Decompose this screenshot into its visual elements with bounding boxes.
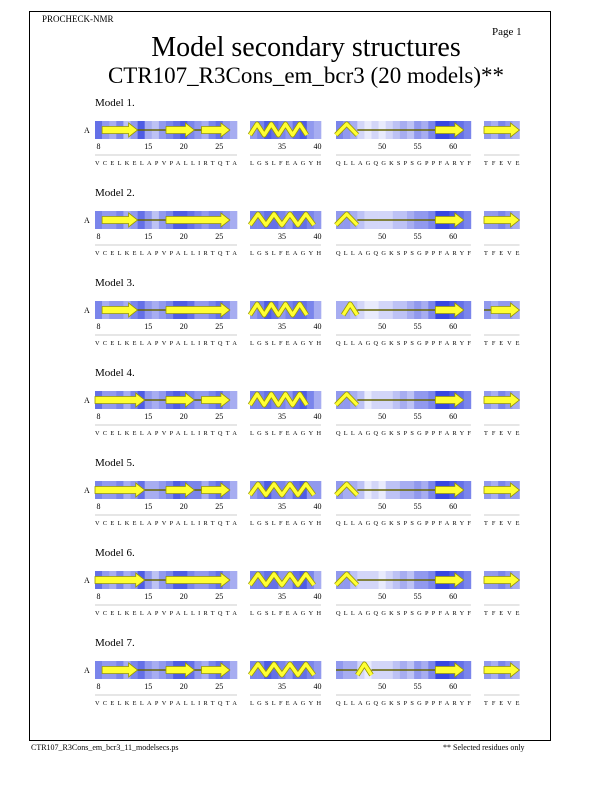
shade-cell [336,301,343,319]
residue-tick: 20 [179,322,188,331]
residue-tick: 55 [413,682,422,691]
residue-tick: 50 [378,592,387,601]
residue-tick: 15 [144,232,153,241]
shade-cell [464,481,471,499]
residue-tick: 40 [313,322,322,331]
sequence-text: QLLAGQGKSPSGPPFARYF [336,250,471,257]
model-label: Model 3. [95,277,135,289]
residue-tick: 40 [313,412,322,421]
shade-cell [307,121,314,139]
shade-cell [464,661,471,679]
shade-cell [464,571,471,589]
residue-tick: 60 [449,682,458,691]
shade-cell [307,301,314,319]
shade-cell [314,301,321,319]
program-label: PROCHECK-NMR [42,14,114,24]
residue-tick: 50 [378,142,387,151]
model-label: Model 6. [95,547,135,559]
residue-tick: 55 [413,232,422,241]
shade-cell [314,391,321,409]
shade-cell [464,391,471,409]
sequence-text: QLLAGQGKSPSGPPFARYF [336,160,471,167]
residue-tick: 40 [313,142,322,151]
residue-tick: 35 [277,412,286,421]
model-label: Model 1. [95,97,135,109]
sequence-text: TFEVE [484,340,520,347]
sequence-text: TFEVE [484,610,520,617]
shade-cell [230,211,237,229]
residue-tick: 15 [144,412,153,421]
residue-tick: 15 [144,322,153,331]
residue-tick: 8 [96,682,101,691]
residue-tick: 8 [96,502,101,511]
shade-cell [314,571,321,589]
residue-tick: 60 [449,142,458,151]
residue-tick: 50 [378,412,387,421]
shade-cell [230,391,237,409]
sequence-text: VCELKELAPVPALLIRTQTA [95,160,237,167]
residue-tick: 40 [313,232,322,241]
residue-tick: 20 [179,592,188,601]
footer-filename: CTR107_R3Cons_em_bcr3_11_modelsecs.ps [31,743,179,752]
shade-cell [95,301,102,319]
residue-tick: 60 [449,412,458,421]
shade-cell [230,301,237,319]
residue-tick: 25 [215,682,224,691]
residue-tick: 55 [413,412,422,421]
sequence-text: TFEVE [484,160,520,167]
residue-tick: 8 [96,592,101,601]
residue-tick: 15 [144,592,153,601]
residue-tick: 15 [144,142,153,151]
page-subtitle: CTR107_R3Cons_em_bcr3 (20 models)** [107,63,505,88]
shade-cell [314,211,321,229]
residue-tick: 25 [215,592,224,601]
sequence-text: QLLAGQGKSPSGPPFARYF [336,430,471,437]
sequence-text: LGSLFEAGYH [250,610,321,617]
residue-tick: 60 [449,592,458,601]
residue-tick: 55 [413,592,422,601]
sequence-text: TFEVE [484,430,520,437]
sequence-text: VCELKELAPVPALLIRTQTA [95,520,237,527]
residue-tick: 60 [449,232,458,241]
sequence-text: QLLAGQGKSPSGPPFARYF [336,610,471,617]
sequence-text: LGSLFEAGYH [250,520,321,527]
residue-tick: 35 [277,502,286,511]
residue-tick: 8 [96,412,101,421]
shade-cell [95,661,102,679]
sequence-text: QLLAGQGKSPSGPPFARYF [336,340,471,347]
chain-label: A [84,576,90,585]
residue-tick: 20 [179,142,188,151]
shade-cell [230,121,237,139]
residue-tick: 20 [179,412,188,421]
residue-tick: 60 [449,502,458,511]
residue-tick: 35 [277,682,286,691]
residue-tick: 55 [413,502,422,511]
sequence-text: VCELKELAPVPALLIRTQTA [95,700,237,707]
residue-tick: 8 [96,322,101,331]
residue-tick: 50 [378,322,387,331]
chain-label: A [84,126,90,135]
residue-tick: 25 [215,322,224,331]
residue-tick: 25 [215,142,224,151]
shade-cell [314,121,321,139]
sequence-text: TFEVE [484,700,520,707]
sequence-text: VCELKELAPVPALLIRTQTA [95,340,237,347]
chain-label: A [84,666,90,675]
sequence-text: TFEVE [484,250,520,257]
residue-tick: 40 [313,592,322,601]
residue-tick: 50 [378,502,387,511]
residue-tick: 20 [179,502,188,511]
residue-tick: 8 [96,232,101,241]
footer-note: ** Selected residues only [443,743,525,752]
chain-label: A [84,396,90,405]
residue-tick: 25 [215,502,224,511]
model-label: Model 5. [95,457,135,469]
residue-tick: 20 [179,232,188,241]
residue-tick: 50 [378,232,387,241]
shade-cell [230,661,237,679]
chain-label: A [84,486,90,495]
page-title: Model secondary structures [151,32,461,63]
model-label: Model 2. [95,187,135,199]
residue-tick: 35 [277,142,286,151]
sequence-text: VCELKELAPVPALLIRTQTA [95,250,237,257]
shade-cell [230,571,237,589]
sequence-text: TFEVE [484,520,520,527]
residue-tick: 35 [277,592,286,601]
residue-tick: 15 [144,682,153,691]
shade-cell [464,211,471,229]
shade-cell [464,301,471,319]
residue-tick: 35 [277,322,286,331]
sequence-text: LGSLFEAGYH [250,340,321,347]
sequence-text: LGSLFEAGYH [250,430,321,437]
sequence-text: VCELKELAPVPALLIRTQTA [95,610,237,617]
residue-tick: 8 [96,142,101,151]
residue-tick: 35 [277,232,286,241]
residue-tick: 25 [215,232,224,241]
residue-tick: 50 [378,682,387,691]
chain-label: A [84,216,90,225]
model-label: Model 7. [95,637,135,649]
page-number: Page 1 [492,26,522,38]
model-label: Model 4. [95,367,135,379]
shade-cell [95,211,102,229]
shade-cell [95,121,102,139]
residue-tick: 15 [144,502,153,511]
sequence-text: LGSLFEAGYH [250,250,321,257]
residue-tick: 25 [215,412,224,421]
shade-cell [307,391,314,409]
shade-cell [230,481,237,499]
shade-cell [314,481,321,499]
residue-tick: 60 [449,322,458,331]
chain-label: A [84,306,90,315]
sequence-text: VCELKELAPVPALLIRTQTA [95,430,237,437]
sequence-text: LGSLFEAGYH [250,160,321,167]
residue-tick: 40 [313,682,322,691]
sequence-text: QLLAGQGKSPSGPPFARYF [336,520,471,527]
residue-tick: 20 [179,682,188,691]
shade-cell [464,121,471,139]
residue-tick: 55 [413,322,422,331]
sequence-text: LGSLFEAGYH [250,700,321,707]
residue-tick: 40 [313,502,322,511]
sequence-text: QLLAGQGKSPSGPPFARYF [336,700,471,707]
residue-tick: 55 [413,142,422,151]
shade-cell [314,661,321,679]
